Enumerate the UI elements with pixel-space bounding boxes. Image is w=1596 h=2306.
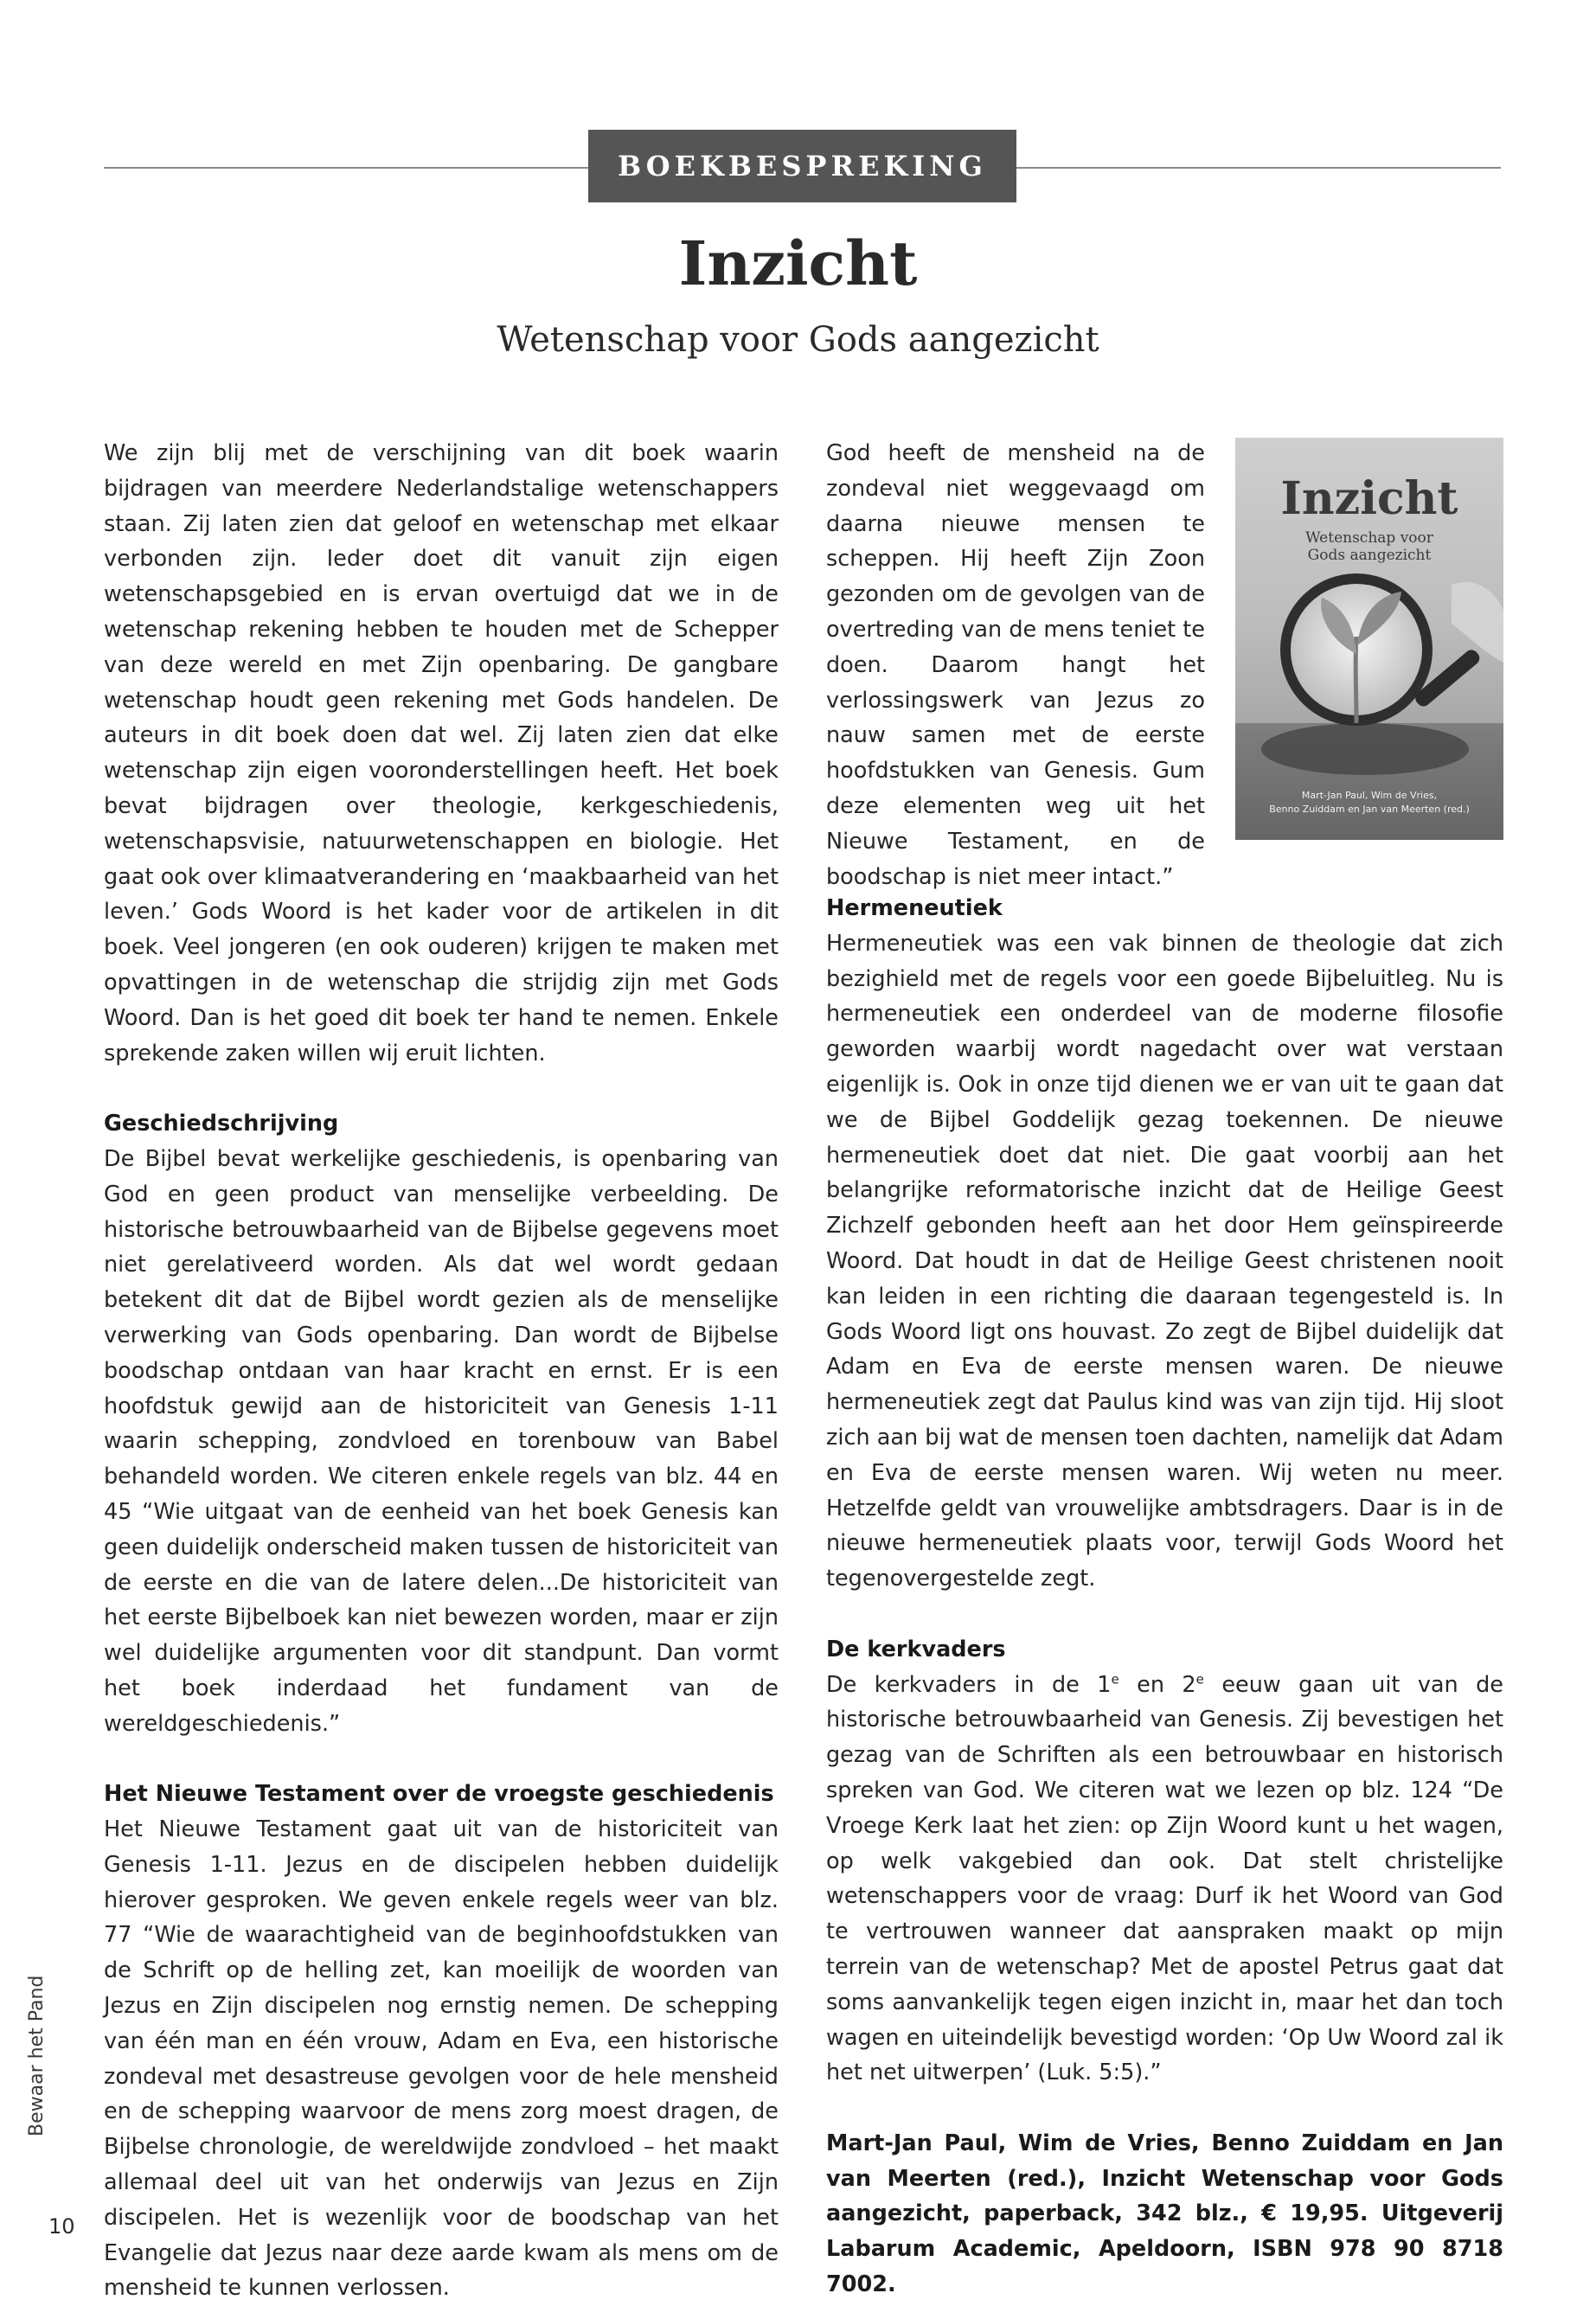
cover-title: Inzicht [1280, 472, 1458, 525]
cover-subtitle [1235, 529, 1503, 564]
text-fragment: eeuw gaan uit van de historische betrouwbaarheid van Genesis. Zij bevestigen het gezag van de Schriften als een betrouwbaar en historisch spreken van God. We citeren wat we lezen op blz. 124 “De Vroege Kerk laat het zien: op Zijn Woord kunt u het wagen, op welk vakgebied dan ook. Dat stelt christelijke wetenschappers voor de vraag: Durf ik het Woord van God te vertrouwen wanneer dat aanspraken maakt op mijn terrein van de wetenschap? Met de apostel Petrus gaat dat soms aanvankelijk tegen eigen inzicht in, maar het dan toch wagen en uiteindelijk bevestigd worden: ‘Op Uw Woord zal ik het net uitwerpen’ (Luk. 5:5).” [826, 1671, 1503, 2086]
right-column [826, 891, 1503, 2303]
cover-authors [1244, 789, 1495, 817]
section-text-kerkvaders [826, 1668, 1503, 2091]
section-text-hermeneutiek: Hermeneutiek was een vak binnen de theologie dat zich bezighield met de regels voor een goede Bijbeluitleg. Nu is hermeneutiek een onderdeel van de moderne filosofie geworden waarbij wordt nagedacht over wat verstaan eigenlijk is. Ook in onze tijd dienen we er van uit te gaan dat we de Bijbel Goddelijk gezag toekennen. De nieuwe hermeneutiek doet dat niet. Die gaat voorbij aan het belangrijke reformatorische inzicht dat de Heilige Geest Zichzelf gebonden heeft aan het door Hem geïnspireerde Woord. Dat houdt in dat de Heilige Geest christenen nooit kan leiden in een richting die daaraan tegengesteld is. In Gods Woord ligt ons houvast. Zo zegt de Bijbel duidelijk dat Adam en Eva de eerste mensen waren. De nieuwe hermeneutiek zegt dat Paulus kind was van zijn tijd. Hij sloot zich aan bij wat de mensen toen dachten, namelijk dat Adam en Eva de eerste mensen waren. Wij weten nu meer. Hetzelfde geldt van vrouwelijke ambtsdragers. Daar is in de nieuwe hermeneutiek plaats voor, terwijl Gods Woord het tegenovergestelde zegt. [826, 930, 1503, 1592]
cover-subtitle-line: Gods aangezicht [1307, 547, 1432, 564]
ordinal-superscript: e [1111, 1671, 1119, 1688]
header-rule-right [1016, 167, 1501, 169]
section-heading-nieuwe-testament: Het Nieuwe Testament over de vroegste geschiedenis [104, 1781, 774, 1808]
article-title: Inzicht [678, 227, 918, 299]
section-heading-kerkvaders: De kerkvaders [826, 1636, 1006, 1662]
intro-paragraph: We zijn blij met de verschijning van dit boek waarin bijdragen van meerdere Nederlandstalige wetenschappers staan. Zij laten zien dat geloof en wetenschap met elkaar verbonden zijn. Ieder doet dit vanuit zijn eigen wetenschapsgebied en is ervan overtuigd dat we in de wetenschap rekening hebben te houden met de Schepper van deze wereld en met Zijn openbaring. De gangbare wetenschap houdt geen rekening met Gods handelen. De auteurs in dit boek doen dat wel. Zij laten zien dat elke wetenschap zijn eigen vooronderstellingen heeft. Het boek bevat bijdragen over theologie, kerkgeschiedenis, wetenschapsvisie, natuurwetenschappen en biologie. Het gaat ook over klimaatverandering en ‘maakbaarheid van het leven.’ Gods Woord is het kader voor de artikelen in dit boek. Veel jongeren (en ook ouderen) krijgen te maken met opvattingen in de wetenschap die strijdig zijn met Gods Woord. Dan is het goed dit boek ter hand te nemen. Enkele sprekende zaken willen wij eruit lichten. [104, 440, 779, 1067]
cover-authors-line: Benno Zuiddam en Jan van Meerten (red.) [1269, 804, 1470, 815]
section-text-geschiedschrijving: De Bijbel bevat werkelijke geschiedenis, is openbaring van God en geen product van menselijke verbeelding. De historische betrouwbaarheid van de Bijbelse gegevens moet niet gerelativeerd worden. Als dat wel wordt gedaan betekent dit dat de Bijbel wordt gezien als de menselijke verwerking van Gods openbaring. Dan wordt de Bijbelse boodschap ontdaan van haar kracht en ernst. Er is een hoofdstuk gewijd aan de historiciteit van Genesis 1-11 waarin schepping, zondvloed en torenbouw van Babel behandeld worden. We citeren enkele regels van blz. 44 en 45 “Wie uitgaat van de eenheid van het boek Genesis kan geen duidelijk onderscheid maken tussen de historiciteit van de eerste en die van de latere delen...De historiciteit van het eerste Bijbelboek kan niet bewezen worden, maar er zijn wel duidelijke argumenten voor dit standpunt. Dan vormt het boek inderdaad het fundament van de wereldgeschiedenis.” [104, 1145, 779, 1737]
section-heading-hermeneutiek: Hermeneutiek [826, 895, 1003, 921]
continuation-paragraph: God heeft de mensheid na de zondeval niet weggevaagd om daarna nieuwe mensen te scheppen. Hij heeft Zijn Zoon gezonden om de gevolgen van de overtreding van de mens teniet te doen. Daarom hangt het verlossingswerk van Jezus zo nauw samen met de eerste hoofdstukken van Genesis. Gum deze elementen weg uit het Nieuwe Testament, en de boodschap is niet meer intact.” [826, 440, 1205, 890]
section-heading-geschiedschrijving: Geschiedschrijving [104, 1111, 339, 1137]
text-fragment: en 2 [1118, 1671, 1196, 1698]
page-number: 10 [48, 2214, 75, 2239]
text-fragment: De kerkvaders in de 1 [826, 1671, 1112, 1698]
book-details: Mart-Jan Paul, Wim de Vries, Benno Zuiddam en Jan van Meerten (red.), Inzicht Wetenschap voor Gods aangezicht, paperback, 342 blz., € 19,95. Uitgeverij Labarum Academic, Apeldoorn, ISBN 978 90 8718 7002. [826, 2130, 1503, 2298]
left-column [104, 436, 779, 2306]
cover-authors-line: Mart-Jan Paul, Wim de Vries, [1301, 790, 1438, 801]
cover-subtitle-line: Wetenschap voor [1305, 529, 1433, 547]
ordinal-superscript: e [1195, 1671, 1204, 1688]
header-rule-left [104, 167, 588, 169]
right-intro-text [826, 436, 1205, 894]
publication-name: Bewaar het Pand [26, 1975, 48, 2136]
book-cover-image [1235, 438, 1503, 840]
article-subtitle: Wetenschap voor Gods aangezicht [497, 320, 1099, 360]
section-text-nieuwe-testament: Het Nieuwe Testament gaat uit van de historiciteit van Genesis 1-11. Jezus en de discipelen hebben duidelijk hierover gesproken. We geven enkele regels weer van blz. 77 “Wie de waarachtigheid van de beginhoofdstukken van de Schrift op de helling zet, kan moeilijk de woorden van Jezus en Zijn discipelen nog ernstig nemen. De schepping van één man en één vrouw, Adam en Eva, een historische zondeval met desastreuse gevolgen voor de hele mensheid en de schepping waarvoor de mens zorg moest dragen, de Bijbelse chronologie, de wereldwijde zondvloed – het maakt allemaal deel uit van het onderwijs van Jezus en Zijn discipelen. Het is wezenlijk voor de boodschap van het Evangelie dat Jezus naar deze aarde kwam als mens om de mensheid te kunnen verlossen. [104, 1816, 779, 2302]
section-label: BOEKBESPREKING [588, 130, 1016, 202]
